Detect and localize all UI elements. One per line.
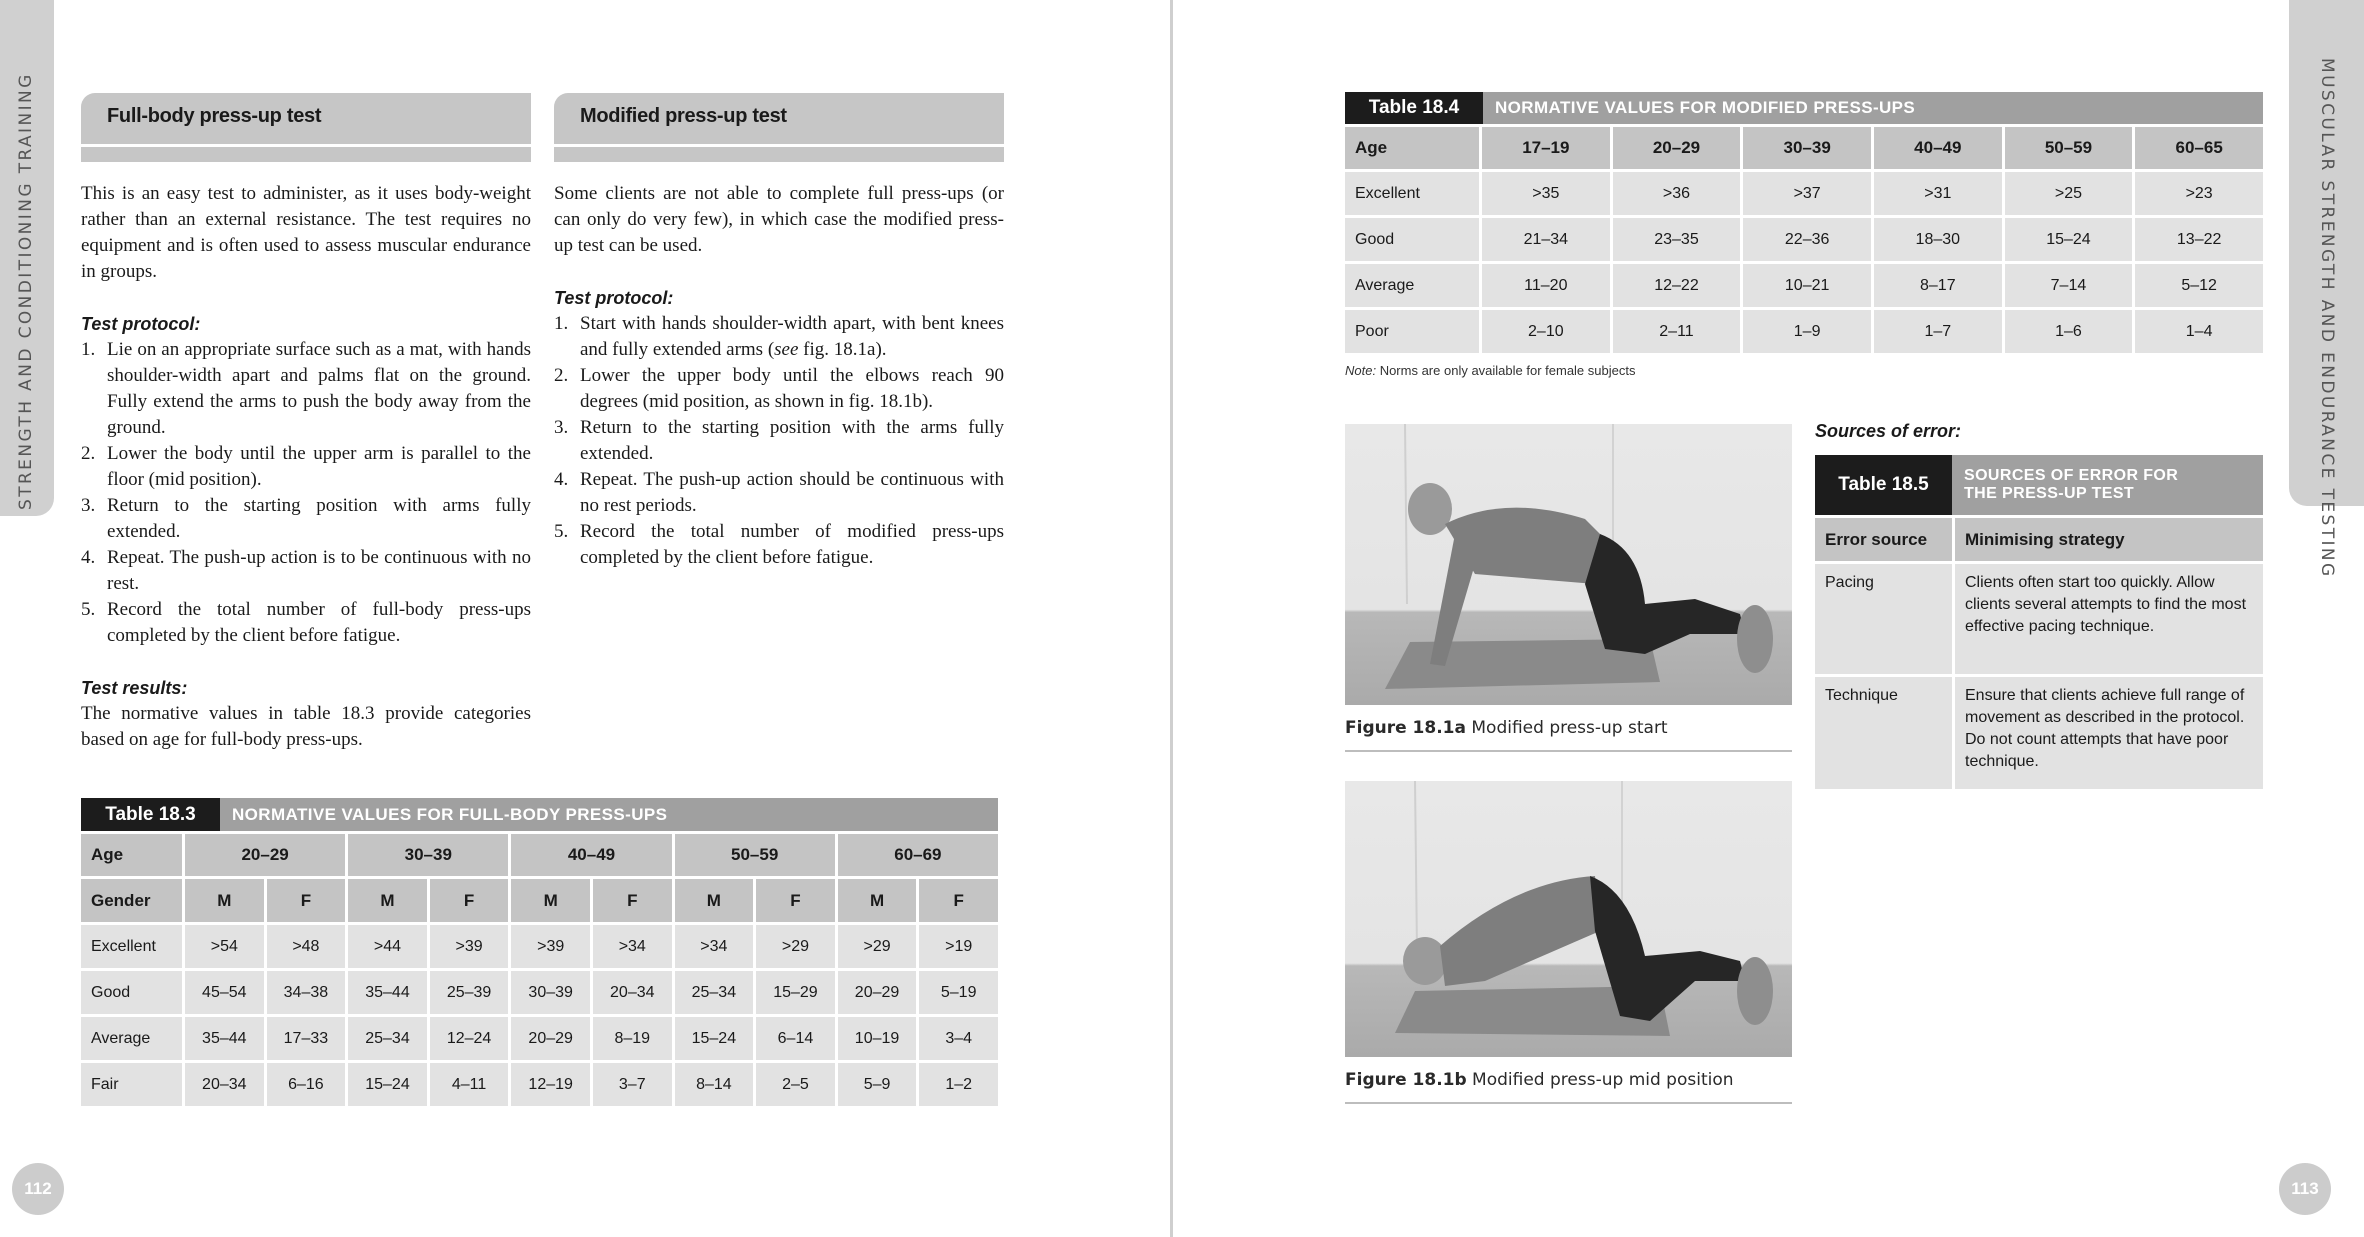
table-row	[81, 1017, 998, 1060]
cell: 5–19	[919, 971, 998, 1014]
cell: 15–24	[2005, 218, 2133, 261]
cell: 30–39	[511, 971, 590, 1014]
cell: 1–2	[919, 1063, 998, 1106]
full-body-results-heading: Test results:	[81, 678, 188, 698]
cell: 23–35	[1613, 218, 1741, 261]
table-row	[1815, 677, 2263, 789]
cell: 3–4	[919, 1017, 998, 1060]
cell: 25–39	[430, 971, 509, 1014]
protocol-step	[81, 337, 531, 441]
row-label: Excellent	[1345, 172, 1479, 215]
age-group: 50–59	[2005, 127, 2133, 169]
chapter-title-right: MUSCULAR STRENGTH AND ENDURANCE TESTING	[2317, 58, 2337, 579]
cell: 2–5	[756, 1063, 835, 1106]
gender-col: F	[430, 879, 509, 922]
protocol-step	[554, 519, 1004, 571]
step-number: 4.	[554, 469, 569, 490]
cell: 12–19	[511, 1063, 590, 1106]
section-header-modified	[554, 93, 1004, 162]
chapter-title-left: STRENGTH AND CONDITIONING TRAINING	[16, 72, 36, 510]
gender-header: Gender	[81, 879, 182, 922]
cell: >39	[430, 925, 509, 968]
step-number: 5.	[81, 599, 96, 620]
section-header-band	[554, 144, 1004, 162]
row-label: Average	[1345, 264, 1479, 307]
protocol-step	[81, 545, 531, 597]
row-label: Good	[1345, 218, 1479, 261]
strategy: Clients often start too quickly. Allow clients several attempts to find the most effective pacing technique.	[1955, 564, 2263, 674]
table-18-3	[81, 798, 998, 1109]
cell: 8–14	[675, 1063, 754, 1106]
error-source: Technique	[1815, 677, 1952, 789]
chapter-side-tab-right	[2289, 0, 2364, 579]
full-body-results-text: The normative values in table 18.3 provide categories based on age for full-body press-ups.	[81, 703, 531, 750]
figure-18-1a-caption	[1345, 718, 1668, 738]
full-body-protocol-heading: Test protocol:	[81, 314, 201, 334]
table-18-5-grid	[1812, 515, 2266, 792]
section-title-modified: Modified press-up test	[580, 105, 787, 127]
modified-intro: Some clients are not able to complete full press-ups (or can only do very few), in which case the modified press-up test can be used.	[554, 183, 1004, 256]
error-source: Pacing	[1815, 564, 1952, 674]
cell: >34	[593, 925, 672, 968]
step-text: Return to the starting position with arms fully extended.	[107, 495, 531, 542]
row-label: Good	[81, 971, 182, 1014]
figure-rule	[1345, 750, 1792, 752]
cell: 45–54	[185, 971, 264, 1014]
cell: 12–22	[1613, 264, 1741, 307]
gender-col: M	[675, 879, 754, 922]
age-group: 20–29	[185, 834, 345, 876]
page-number-right: 113	[2279, 1163, 2331, 1215]
cell: 6–16	[267, 1063, 346, 1106]
cell: 22–36	[1743, 218, 1871, 261]
note-text: Norms are only available for female subjects	[1376, 363, 1636, 378]
cell: >36	[1613, 172, 1741, 215]
header-row	[1815, 518, 2263, 561]
gender-col: F	[593, 879, 672, 922]
cell: 35–44	[348, 971, 427, 1014]
cell: 10–21	[1743, 264, 1871, 307]
cell: >19	[919, 925, 998, 968]
table-row	[1345, 310, 2263, 353]
table-row	[81, 1063, 998, 1106]
step-text: Lie on an appropriate surface such as a mat, with hands shoulder-width apart and palms flat on the ground. Fully extend the arms to push the body away from the ground.	[107, 339, 531, 438]
strategy: Ensure that clients achieve full range of movement as described in the protocol. Do not count attempts that have poor technique.	[1955, 677, 2263, 789]
step-text: Lower the upper body until the elbows reach 90 degrees (mid position, as shown in fig. 18.1b).	[580, 365, 1004, 412]
table-title: NORMATIVE VALUES FOR MODIFIED PRESS-UPS	[1495, 98, 1916, 117]
modified-protocol-heading: Test protocol:	[554, 288, 674, 308]
table-title	[1952, 455, 2178, 515]
step-number: 1.	[81, 339, 96, 360]
protocol-step	[81, 441, 531, 493]
gender-col: M	[511, 879, 590, 922]
page-gutter-divider	[1170, 0, 1173, 1237]
cell: 20–29	[511, 1017, 590, 1060]
gender-col: M	[838, 879, 917, 922]
row-label: Average	[81, 1017, 182, 1060]
table-caption	[1815, 455, 2263, 515]
figure-caption-text: Modified press-up start	[1465, 718, 1668, 738]
sources-of-error-heading: Sources of error:	[1815, 421, 1962, 441]
table-18-5	[1815, 455, 2263, 792]
cell: >25	[2005, 172, 2133, 215]
cell: >31	[1874, 172, 2002, 215]
cell: >48	[267, 925, 346, 968]
note-label: Note:	[1345, 363, 1377, 378]
cell: 5–9	[838, 1063, 917, 1106]
cell: 15–24	[348, 1063, 427, 1106]
cell: >54	[185, 925, 264, 968]
cell: 3–7	[593, 1063, 672, 1106]
step-number: 4.	[81, 547, 96, 568]
error-source-header: Error source	[1815, 518, 1952, 561]
step-text: Start with hands shoulder-width apart, with bent knees and fully extended arms (	[580, 313, 1004, 360]
figure-label: Figure 18.1b	[1345, 1070, 1467, 1090]
full-body-protocol-list	[81, 337, 531, 649]
step-text: Record the total number of full-body press-ups completed by the client before fatigue.	[107, 599, 531, 646]
cell: 18–30	[1874, 218, 2002, 261]
cell: 2–10	[1482, 310, 1610, 353]
age-header: Age	[1345, 127, 1479, 169]
table-row	[1815, 564, 2263, 674]
row-label: Poor	[1345, 310, 1479, 353]
cell: 25–34	[675, 971, 754, 1014]
table-row	[81, 971, 998, 1014]
gender-col: M	[348, 879, 427, 922]
protocol-step	[81, 597, 531, 649]
cell: 21–34	[1482, 218, 1610, 261]
see-reference: see	[774, 339, 799, 360]
woman-kneeling-elbows-bent-icon	[1345, 781, 1792, 1057]
cell: 20–34	[593, 971, 672, 1014]
cell: 13–22	[2135, 218, 2263, 261]
age-group: 60–69	[838, 834, 998, 876]
cell: 15–24	[675, 1017, 754, 1060]
step-text: Lower the body until the upper arm is parallel to the floor (mid position).	[107, 443, 531, 490]
chapter-side-tab-left	[0, 0, 54, 516]
age-group: 50–59	[675, 834, 835, 876]
table-caption	[1345, 92, 2263, 124]
cell: >29	[838, 925, 917, 968]
cell: 17–33	[267, 1017, 346, 1060]
gender-col: F	[919, 879, 998, 922]
gender-col: F	[267, 879, 346, 922]
cell: 15–29	[756, 971, 835, 1014]
table-row	[1345, 172, 2263, 215]
step-number: 3.	[554, 417, 569, 438]
row-label: Excellent	[81, 925, 182, 968]
table-row	[1345, 264, 2263, 307]
age-group: 40–49	[1874, 127, 2002, 169]
cell: 6–14	[756, 1017, 835, 1060]
cell: 1–6	[2005, 310, 2133, 353]
step-number: 1.	[554, 313, 569, 334]
cell: >29	[756, 925, 835, 968]
gender-col: F	[756, 879, 835, 922]
step-number: 5.	[554, 521, 569, 542]
age-group: 60–65	[2135, 127, 2263, 169]
step-text: Record the total number of modified press-ups completed by the client before fatigue.	[580, 521, 1004, 568]
figure-label: Figure 18.1a	[1345, 718, 1466, 738]
cell: 25–34	[348, 1017, 427, 1060]
age-header-row	[81, 834, 998, 876]
cell: 34–38	[267, 971, 346, 1014]
cell: 2–11	[1613, 310, 1741, 353]
table-row	[1345, 218, 2263, 261]
age-group: 17–19	[1482, 127, 1610, 169]
strategy-header: Minimising strategy	[1955, 518, 2263, 561]
cell: >37	[1743, 172, 1871, 215]
cell: >44	[348, 925, 427, 968]
page-number-left: 112	[12, 1163, 64, 1215]
table-label: Table 18.5	[1815, 455, 1952, 515]
modified-column	[554, 181, 1004, 571]
table-row	[81, 925, 998, 968]
figure-rule	[1345, 1102, 1792, 1104]
cell: >39	[511, 925, 590, 968]
figure-18-1b-photo	[1345, 781, 1792, 1057]
age-group: 30–39	[1743, 127, 1871, 169]
cell: 8–17	[1874, 264, 2002, 307]
woman-kneeling-arms-extended-icon	[1345, 424, 1792, 705]
age-group: 40–49	[511, 834, 671, 876]
cell: 20–34	[185, 1063, 264, 1106]
table-18-4-grid	[1342, 124, 2266, 356]
cell: 35–44	[185, 1017, 264, 1060]
step-number: 3.	[81, 495, 96, 516]
gender-header-row	[81, 879, 998, 922]
full-body-intro: This is an easy test to administer, as it uses body-weight rather than an external resistance. The test requires no equipment and is often used to assess muscular endurance in groups.	[81, 183, 531, 282]
table-18-3-grid	[78, 831, 1001, 1109]
gender-col: M	[185, 879, 264, 922]
step-text: Repeat. The push-up action is to be continuous with no rest.	[107, 547, 531, 594]
step-text: Return to the starting position with the arms fully extended.	[580, 417, 1004, 464]
section-title-full-body: Full-body press-up test	[107, 105, 322, 127]
cell: 8–19	[593, 1017, 672, 1060]
table-title: NORMATIVE VALUES FOR FULL-BODY PRESS-UPS	[232, 804, 668, 824]
cell: 1–4	[2135, 310, 2263, 353]
cell: 7–14	[2005, 264, 2133, 307]
step-number: 2.	[81, 443, 96, 464]
cell: 1–7	[1874, 310, 2002, 353]
table-title-line: THE PRESS-UP TEST	[1964, 485, 2135, 502]
row-label: Fair	[81, 1063, 182, 1106]
cell: 4–11	[430, 1063, 509, 1106]
age-header: Age	[81, 834, 182, 876]
figure-18-1a-photo	[1345, 424, 1792, 705]
figure-caption-text: Modified press-up mid position	[1466, 1070, 1734, 1090]
table-18-4	[1345, 92, 2263, 356]
cell: 11–20	[1482, 264, 1610, 307]
table-label: Table 18.3	[81, 798, 220, 831]
section-header-band	[81, 144, 531, 162]
step-number: 2.	[554, 365, 569, 386]
cell: 1–9	[1743, 310, 1871, 353]
table-label: Table 18.4	[1345, 92, 1483, 124]
step-text: Repeat. The push-up action should be continuous with no rest periods.	[580, 469, 1004, 516]
table-caption	[81, 798, 998, 831]
cell: >34	[675, 925, 754, 968]
cell: 20–29	[838, 971, 917, 1014]
protocol-step	[554, 311, 1004, 363]
age-group: 30–39	[348, 834, 508, 876]
cell: 5–12	[2135, 264, 2263, 307]
protocol-step	[81, 493, 531, 545]
cell: >35	[1482, 172, 1610, 215]
table-title-line: SOURCES OF ERROR FOR	[1964, 467, 2179, 484]
full-body-column	[81, 181, 531, 753]
age-header-row	[1345, 127, 2263, 169]
section-header-full-body	[81, 93, 531, 162]
modified-protocol-list	[554, 311, 1004, 571]
protocol-step	[554, 467, 1004, 519]
figure-18-1b-caption	[1345, 1070, 1734, 1090]
table-18-4-note	[1345, 363, 1635, 378]
cell: 12–24	[430, 1017, 509, 1060]
protocol-step	[554, 363, 1004, 415]
age-group: 20–29	[1613, 127, 1741, 169]
step-text: fig. 18.1a).	[798, 339, 887, 360]
cell: 10–19	[838, 1017, 917, 1060]
cell: >23	[2135, 172, 2263, 215]
protocol-step	[554, 415, 1004, 467]
